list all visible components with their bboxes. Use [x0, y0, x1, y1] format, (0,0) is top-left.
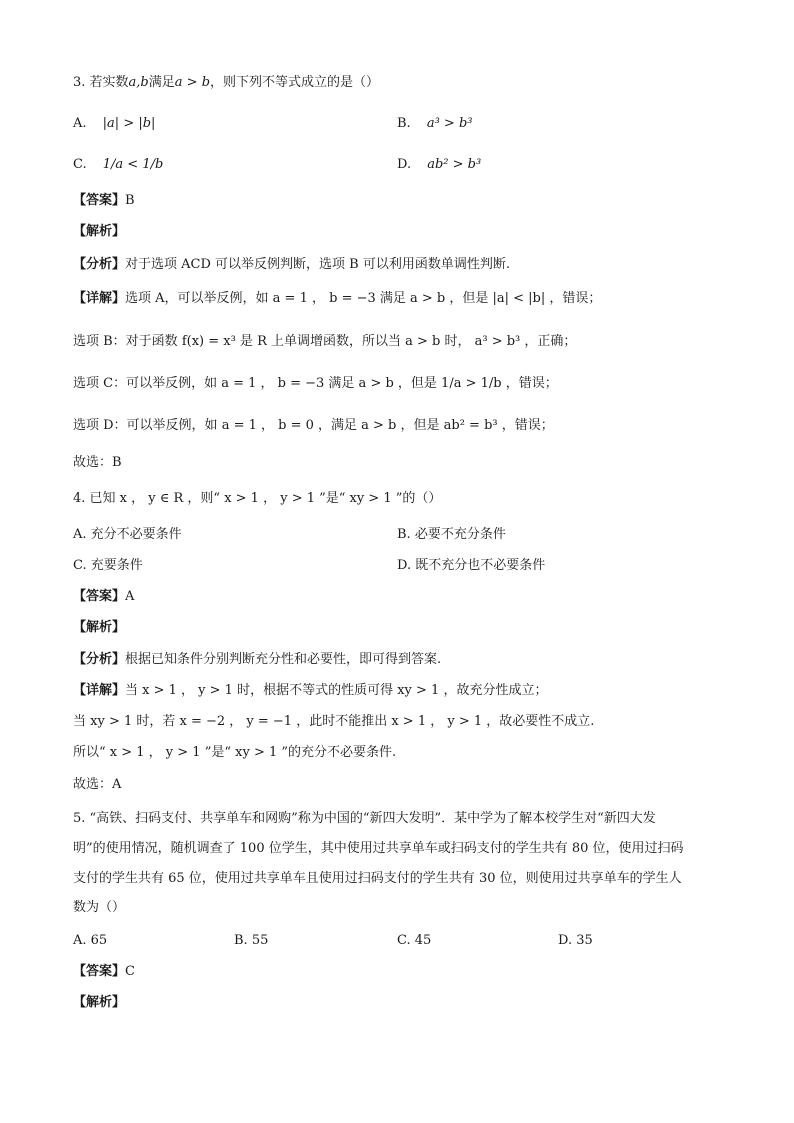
q3-stem-text: 3. 若实数	[73, 75, 129, 90]
q5-option-c: C. 45	[397, 933, 432, 948]
q3-answer-value: B	[125, 193, 135, 208]
q4-option-d: D. 既不充分也不必要条件	[397, 558, 546, 573]
q3-option-a	[73, 115, 155, 133]
q3-option-b-expr: a³ > b³	[426, 116, 473, 131]
q3-stem-vars: a,b	[128, 75, 149, 90]
q3-option-b	[397, 115, 472, 133]
q3-detail-d: 选项 D：可以举反例，如 a = 1 ， b = 0 ，满足 a > b ，但是 ab² = b³ ，错误；	[73, 418, 554, 433]
q3-stem	[73, 74, 379, 92]
q3-detail-a: 选项 A，可以举反例，如 a = 1 ， b = −3 满足 a > b ，但是 |a| < |b| ，错误；	[125, 291, 602, 306]
q3-jiexi: 【解析】	[73, 224, 126, 239]
q4-conclusion: 故选：A	[73, 777, 122, 792]
q4-answer: 【答案】A	[73, 589, 135, 604]
q5-answer-value: C	[125, 964, 135, 979]
q5-stem-line-1: 5. “高铁、扫码支付、共享单车和网购”称为中国的“新四大发明”．某中学为了解本校学生对“新四大发	[73, 811, 656, 826]
q3-xiangjie: 【详解】选项 A，可以举反例，如 a = 1 ， b = −3 满足 a > b ，但是 |a| < |b| ，错误；	[73, 291, 602, 306]
q4-detail-1: 当 x > 1 ， y > 1 时，根据不等式的性质可得 xy > 1 ，故充分性成立；	[125, 683, 548, 698]
q4-option-a: A. 充分不必要条件	[73, 527, 182, 542]
q5-stem-line-4: 数为（）	[73, 900, 126, 915]
q3-option-d	[397, 156, 481, 174]
q3-option-c-expr: 1/a < 1/b	[102, 157, 164, 172]
q3-stem-cond: a > b	[174, 75, 211, 90]
q3-fenxi: 【分析】对于选项 ACD 可以举反例判断，选项 B 可以利用函数单调性判断.	[73, 257, 510, 272]
q3-fenxi-text: 对于选项 ACD 可以举反例判断，选项 B 可以利用函数单调性判断.	[125, 257, 510, 272]
q5-stem-line-3: 支付的学生共有 65 位，使用过共享单车且使用过扫码支付的学生共有 30 位，则使用过共享单车的学生人	[73, 871, 682, 886]
q3-detail-b: 选项 B：对于函数 f(x) = x³ 是 R 上单调增函数，所以当 a > b 时， a³ > b³ ，正确；	[73, 334, 577, 349]
q4-stem: 4. 已知 x ， y ∈ R ，则“ x > 1 ， y > 1 ”是“ xy > 1 ”的（）	[73, 491, 442, 506]
q5-stem-line-2: 明”的使用情况，随机调查了 100 位学生，其中使用过共享单车或扫码支付的学生共有 80 位，使用过扫码	[73, 841, 684, 856]
q4-detail-3: 所以“ x > 1 ， y > 1 ”是“ xy > 1 ”的充分不必要条件.	[73, 745, 397, 760]
q3-option-d-expr: ab² > b³	[427, 157, 482, 172]
q3-answer	[73, 192, 135, 210]
q3-option-d-label: D.	[397, 157, 412, 172]
q4-option-c: C. 充要条件	[73, 558, 143, 573]
q3-option-a-expr: |a| > |b|	[102, 116, 156, 131]
q3-stem-text-b: 满足	[148, 75, 175, 90]
q3-stem-text-c: ，则下列不等式成立的是（）	[210, 75, 380, 90]
q3-conclusion: 故选：B	[73, 455, 122, 470]
q4-xiangjie: 【详解】当 x > 1 ， y > 1 时，根据不等式的性质可得 xy > 1 ，故充分性成立；	[73, 683, 548, 698]
q3-option-c-label: C.	[73, 157, 87, 172]
q3-option-b-label: B.	[397, 116, 411, 131]
q3-option-c	[73, 156, 163, 174]
q4-fenxi: 【分析】根据已知条件分别判断充分性和必要性，即可得到答案.	[73, 652, 442, 667]
q4-answer-value: A	[125, 589, 135, 604]
q4-jiexi: 【解析】	[73, 620, 126, 635]
q3-detail-c: 选项 C：可以举反例，如 a = 1 ， b = −3 满足 a > b ，但是 1/a > 1/b ，错误；	[73, 376, 558, 391]
q4-option-b: B. 必要不充分条件	[397, 527, 506, 542]
q3-option-a-label: A.	[73, 116, 87, 131]
q5-option-b: B. 55	[234, 933, 269, 948]
q5-option-d: D. 35	[558, 933, 593, 948]
q5-jiexi: 【解析】	[73, 995, 126, 1010]
q5-option-a: A. 65	[73, 933, 108, 948]
q3-answer-tag: 【答案】	[73, 193, 126, 208]
q5-answer: 【答案】C	[73, 964, 135, 979]
q4-detail-2: 当 xy > 1 时，若 x = −2 ， y = −1 ，此时不能推出 x > 1 ， y > 1 ，故必要性不成立.	[73, 714, 595, 729]
